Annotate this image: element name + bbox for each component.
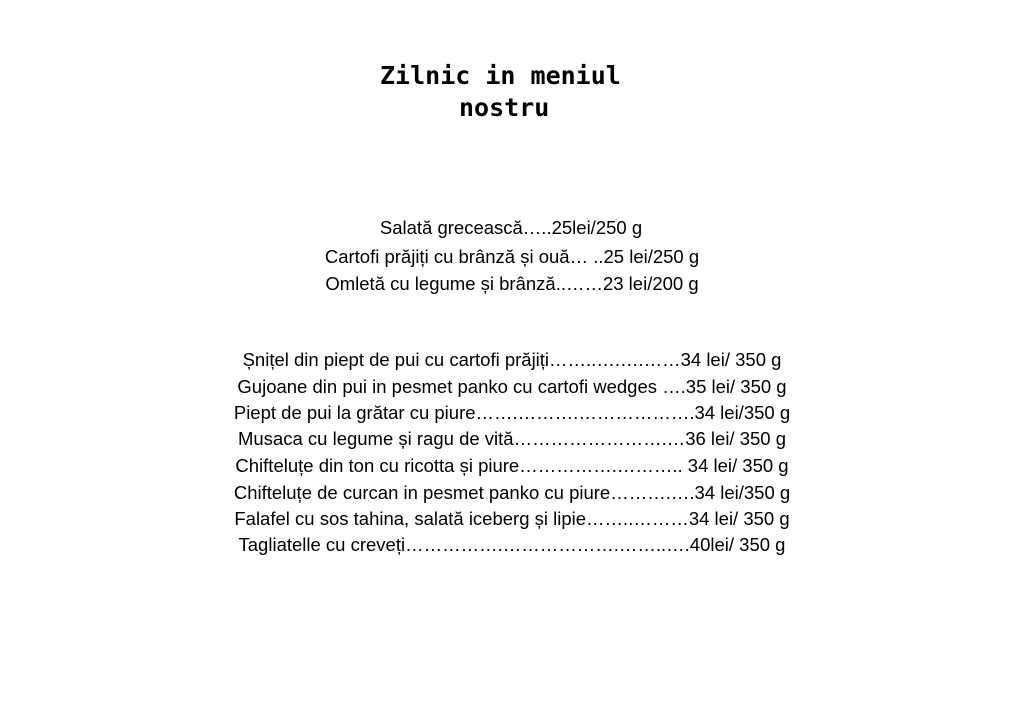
menu-item: Chifteluțe de curcan in pesmet panko cu piure……….….34 lei/350 g	[233, 482, 791, 503]
menu-item: Omletă cu legume și brânză..……23 lei/200 g	[325, 273, 699, 294]
menu-item: Tagliatelle cu creveți…………….……………….……..….40lei/ 350 g	[238, 534, 786, 555]
menu-item: Falafel cu sos tahina, salată iceberg și lipie……..………34 lei/ 350 g	[234, 508, 790, 529]
title-line-2: nostru	[459, 93, 550, 122]
menu-item: Cartofi prăjiți cu brânză și ouă… ..25 lei/250 g	[324, 246, 700, 267]
menu-item: Șnițel din piept de pui cu cartofi prăjiți……..….….……34 lei/ 350 g	[242, 349, 782, 370]
menu-item: Musaca cu legume și ragu de vită…………………….…36 lei/ 350 g	[237, 428, 787, 449]
title-line-1: Zilnic in meniul	[380, 61, 621, 90]
menu-item: Salată grecească…..25lei/250 g	[379, 217, 643, 238]
menu-item: Gujoane din pui in pesmet panko cu cartofi wedges ….35 lei/ 350 g	[237, 376, 787, 397]
menu-item: Chifteluțe din ton cu ricotta și piure…………….……….. 34 lei/ 350 g	[235, 455, 789, 476]
menu-item: Piept de pui la grătar cu piure…….……….……………….34 lei/350 g	[233, 402, 791, 423]
